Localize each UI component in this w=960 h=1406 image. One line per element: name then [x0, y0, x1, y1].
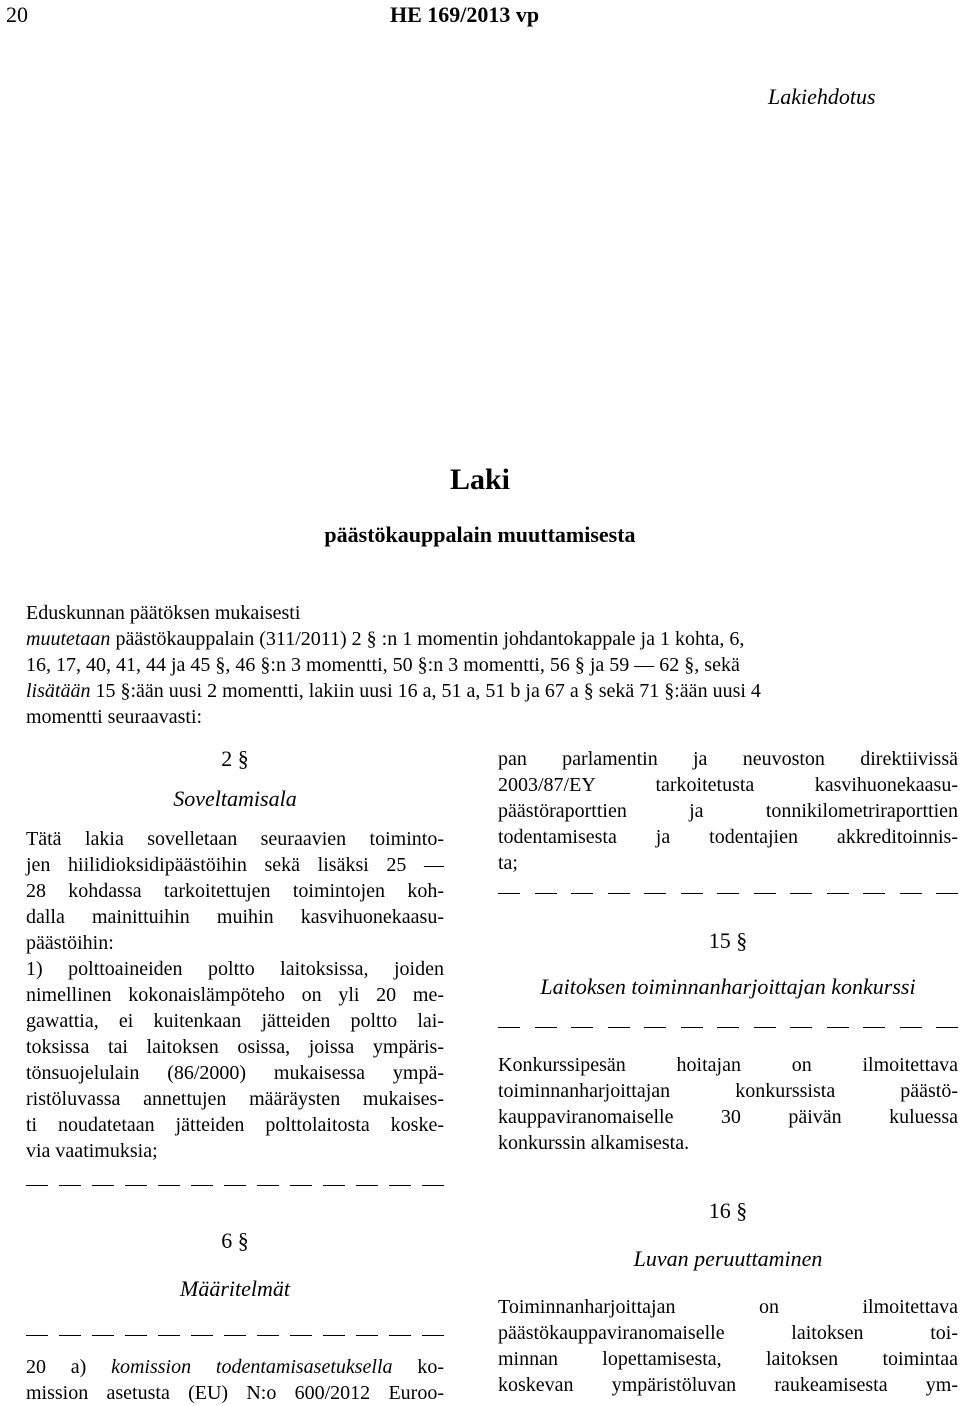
section-number: 15 § [708, 928, 748, 953]
intro-text: päästökauppalain (311/2011) 2 § :n 1 momentin johdantokappale ja 1 kohta, 6, [110, 628, 745, 650]
text-line: päästöihin: [26, 932, 114, 954]
intro-line: momentti seuraavasti: [26, 706, 203, 728]
dash-mark [717, 1027, 739, 1028]
text-line: toiminnanharjoittajan konkurssista päästö- [498, 1080, 958, 1102]
text-line: ristöluvassa annettujen määräysten mukaises- [26, 1088, 444, 1110]
definition-line: mission asetusta (EU) N:o 600/2012 Euroo- [26, 1382, 444, 1404]
text-line: 28 kohdassa tarkoitettujen toimintojen koh- [26, 880, 444, 902]
text-line: toksissa tai laitoksen osissa, joissa ympäris- [26, 1036, 444, 1058]
dash-mark [936, 1027, 958, 1028]
dash-mark [498, 893, 520, 894]
text-line: 2003/87/EY tarkoitetusta kasvihuonekaasu- [498, 774, 958, 796]
text-line: päästöraporttien ja tonnikilometriraporttien [498, 800, 958, 822]
section-number: 16 § [708, 1198, 748, 1223]
section-body [498, 1052, 958, 1156]
dash-mark [26, 1185, 48, 1186]
dash-mark [59, 1185, 81, 1186]
section-number: 2 § [221, 746, 249, 771]
dash-mark [900, 1027, 922, 1028]
section-title: Soveltamisala [173, 786, 297, 811]
dash-mark [158, 1335, 180, 1336]
dash-mark [644, 1027, 666, 1028]
dash-mark [92, 1185, 114, 1186]
text-line: jen hiilidioksidipäästöihin sekä lisäksi 25 — [26, 854, 444, 876]
text-line: ta; [498, 852, 518, 874]
dash-mark [827, 893, 849, 894]
defined-term: komission todentamisasetuksella [111, 1356, 393, 1378]
section-title: Määritelmät [180, 1276, 290, 1301]
dash-mark [356, 1185, 378, 1186]
page-number: 20 [6, 2, 28, 27]
list-item [26, 956, 444, 1164]
dash-mark [290, 1335, 312, 1336]
text-line: päästökauppaviranomaiselle laitoksen toi- [498, 1322, 958, 1344]
text-line: todentamisesta ja todentajien akkreditoinnis- [498, 826, 958, 848]
document-id: HE 169/2013 vp [390, 2, 540, 27]
law-subtitle: päästökauppalain muuttamisesta [324, 522, 636, 547]
dash-mark [608, 893, 630, 894]
dash-mark [422, 1185, 444, 1186]
dash-mark [191, 1335, 213, 1336]
dash-mark [92, 1335, 114, 1336]
dash-mark [323, 1185, 345, 1186]
text-line: tönsuojelulain (86/2000) mukaisessa ympä- [26, 1062, 444, 1084]
proposal-label: Lakiehdotus [768, 84, 876, 109]
intro-text: 15 §:ään uusi 2 momentti, lakiin uusi 16 a, 51 a, 51 b ja 67 a § sekä 71 §:ään uusi 4 [90, 680, 761, 702]
right-column [498, 746, 958, 1398]
text-line: via vaatimuksia; [26, 1140, 158, 1162]
text-line: dalla mainittuihin muihin kasvihuonekaasu- [26, 906, 444, 928]
dash-mark [125, 1335, 147, 1336]
text-line: Tätä lakia sovelletaan seuraavien toiminto- [26, 828, 444, 850]
dash-mark [608, 1027, 630, 1028]
dash-mark [257, 1185, 279, 1186]
dash-mark [224, 1185, 246, 1186]
section-title: Luvan peruuttaminen [633, 1246, 823, 1271]
dash-mark [936, 893, 958, 894]
text-line: konkurssin alkamisesta. [498, 1132, 690, 1154]
dash-mark [681, 1027, 703, 1028]
omission-line [498, 1014, 958, 1040]
omission-line [26, 1172, 444, 1198]
section-title: Laitoksen toiminnanharjoittajan konkurssi [540, 974, 916, 999]
dash-mark [59, 1335, 81, 1336]
intro-line: Eduskunnan päätöksen mukaisesti [26, 602, 301, 624]
text-line: nimellinen kokonaislämpöteho on yli 20 me- [26, 984, 444, 1006]
dash-mark [158, 1185, 180, 1186]
omission-line [26, 1322, 444, 1348]
dash-mark [535, 893, 557, 894]
dash-mark [323, 1335, 345, 1336]
dash-mark [790, 893, 812, 894]
law-title: Laki [449, 463, 511, 496]
dash-mark [356, 1335, 378, 1336]
dash-mark [535, 1027, 557, 1028]
text-line: pan parlamentin ja neuvoston direktiivissä [498, 748, 958, 770]
dash-mark [644, 893, 666, 894]
omission-line [498, 880, 958, 906]
section-body [26, 826, 444, 956]
dash-mark [257, 1335, 279, 1336]
left-column [26, 746, 444, 1406]
add-keyword: lisätään [26, 680, 91, 702]
dash-mark [717, 893, 739, 894]
dash-mark [26, 1335, 48, 1336]
text-line: minnan lopettamisesta, laitoksen toimintaa [498, 1348, 958, 1370]
text-line: ti noudatetaan jätteiden polttolaitosta koske- [26, 1114, 444, 1136]
dash-mark [754, 893, 776, 894]
dash-mark [498, 1027, 520, 1028]
section-number: 6 § [221, 1228, 249, 1253]
dash-mark [389, 1335, 411, 1336]
intro-line: 16, 17, 40, 41, 44 ja 45 §, 46 §:n 3 momentti, 50 §:n 3 momentti, 56 § ja 59 — 62 §, sekä [26, 654, 740, 676]
text-line: Toiminnanharjoittajan on ilmoitettava [498, 1296, 958, 1318]
dash-mark [125, 1185, 147, 1186]
dash-mark [827, 1027, 849, 1028]
intro-line [26, 678, 960, 704]
definition-text: ko- [392, 1356, 444, 1378]
text-line: kauppaviranomaiselle 30 päivän kuluessa [498, 1106, 958, 1128]
definition-line [26, 1354, 444, 1380]
text-line: koskevan ympäristöluvan raukeamisesta ym- [498, 1374, 958, 1396]
dash-mark [754, 1027, 776, 1028]
section-body [498, 1294, 958, 1398]
dash-mark [422, 1335, 444, 1336]
amend-keyword: muutetaan [26, 628, 111, 650]
dash-mark [191, 1185, 213, 1186]
dash-mark [863, 893, 885, 894]
text-line: gawattia, ei kuitenkaan jätteiden poltto lai- [26, 1010, 444, 1032]
text-line: Konkurssipesän hoitajan on ilmoitettava [498, 1054, 958, 1076]
enactment-clause [26, 600, 960, 730]
dash-mark [571, 1027, 593, 1028]
text-line: 1) polttoaineiden poltto laitoksissa, joiden [26, 958, 444, 980]
continuation-text [498, 746, 958, 876]
dash-mark [900, 893, 922, 894]
dash-mark [863, 1027, 885, 1028]
dash-mark [790, 1027, 812, 1028]
dash-mark [681, 893, 703, 894]
dash-mark [290, 1185, 312, 1186]
dash-mark [571, 893, 593, 894]
dash-mark [224, 1335, 246, 1336]
item-number: 20 a) [26, 1356, 112, 1378]
intro-line [26, 626, 960, 652]
dash-mark [389, 1185, 411, 1186]
